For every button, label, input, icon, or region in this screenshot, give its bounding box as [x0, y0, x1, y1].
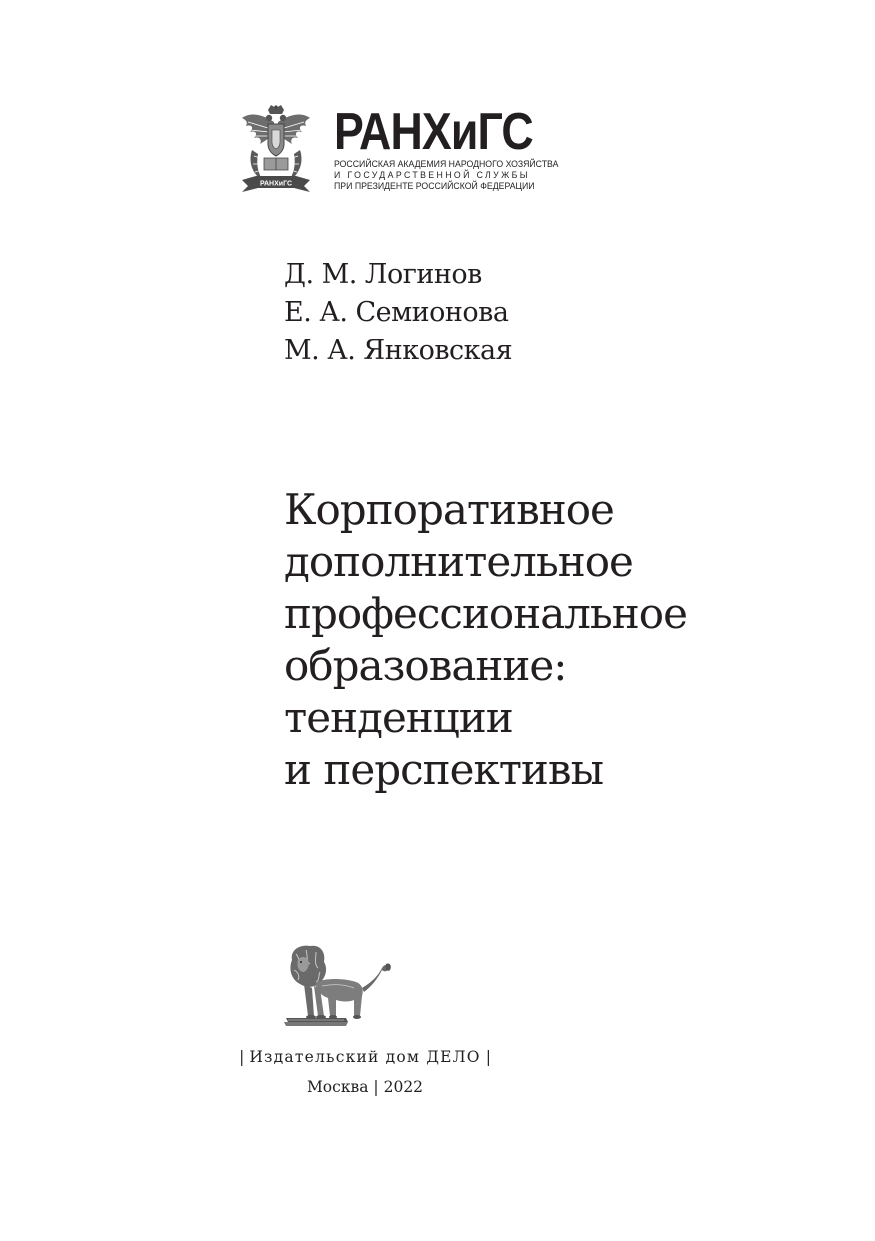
publisher-bar-right: | [485, 1048, 491, 1066]
logo-fullname-line-1: РОССИЙСКАЯ АКАДЕМИЯ НАРОДНОГО ХОЗЯЙСТВА [334, 159, 559, 170]
publication-city: Москва [306, 1078, 369, 1096]
author-name: М. А. Янковская [284, 335, 513, 366]
ranepa-eagle-emblem-icon [238, 104, 314, 196]
emblem-ribbon-text: РАНХиГС [259, 180, 293, 188]
title-line: профессиональное [284, 589, 687, 638]
title-line: тенденции [284, 693, 513, 742]
imprint-line [232, 1076, 498, 1098]
logo-abbreviation: РАНХиГС [334, 103, 533, 161]
logo-fullname-line-2: И ГОСУДАРСТВЕННОЙ СЛУЖБЫ [334, 170, 530, 181]
publisher-name-line [232, 1046, 498, 1068]
author-name: Е. А. Семионова [284, 297, 509, 328]
publisher-name: Издательский дом ДЕЛО [249, 1048, 481, 1066]
lion-on-book-icon [282, 942, 394, 1030]
title-line: и перспективы [284, 745, 604, 794]
author-name: Д. М. Логинов [284, 259, 482, 290]
publisher-bar-left: | [239, 1048, 245, 1066]
publisher-logo [238, 104, 558, 200]
book-title [284, 484, 687, 796]
logo-fullname-line-3: ПРИ ПРЕЗИДЕНТЕ РОССИЙСКОЙ ФЕДЕРАЦИИ [334, 181, 535, 192]
imprint-separator: | [373, 1078, 379, 1096]
publication-year: 2022 [383, 1078, 424, 1096]
logo-text-block [334, 103, 559, 192]
authors-list [284, 256, 512, 370]
title-line: Корпоративное [284, 485, 614, 534]
title-line: образование: [284, 641, 567, 690]
title-line: дополнительное [284, 537, 633, 586]
